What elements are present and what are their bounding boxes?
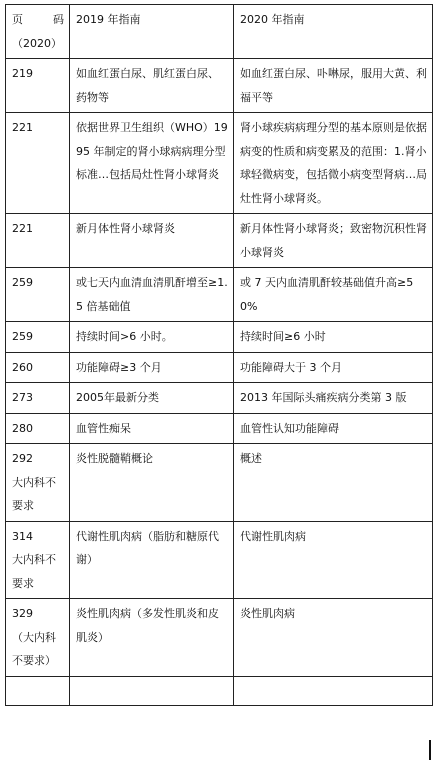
table-row — [6, 59, 433, 113]
guide-2020-cell: 概述 — [234, 444, 433, 522]
page-cell — [6, 413, 70, 444]
guide-2020-cell: 新月体性肾小球肾炎；致密物沉积性肾小球肾炎 — [234, 214, 433, 268]
guide-2020-cell: 肾小球疾病病理分型的基本原则是依据病变的性质和病变累及的范围：1.肾小球轻微病变，包括微小病变型肾病…局灶性肾小球肾炎。 — [234, 113, 433, 214]
page-cell — [6, 352, 70, 383]
guide-2019-cell: 代谢性肌肉病（脂肪和糖原代谢） — [70, 521, 234, 599]
page-number: 259 — [12, 330, 33, 343]
guide-2019-cell: 持续时间>6 小时。 — [70, 322, 234, 353]
guide-2020-cell: 持续时间≥6 小时 — [234, 322, 433, 353]
header-2019-cell: 2019 年指南 — [70, 5, 234, 59]
header-2020-cell: 2020 年指南 — [234, 5, 433, 59]
guide-2019-cell: 2005年最新分类 — [70, 383, 234, 414]
header-page-char-a: 页 — [12, 13, 23, 26]
page-cell — [6, 521, 70, 599]
page-cell — [6, 113, 70, 214]
header-row — [6, 5, 433, 59]
header-page-char-b: 码 — [53, 13, 64, 26]
guide-2019-cell: 依据世界卫生组织（WHO）1995 年制定的肾小球病病理分型标准…包括局灶性肾小球肾炎 — [70, 113, 234, 214]
page-note: （大内科不要求） — [12, 630, 56, 667]
guide-2020-cell: 功能障碍大于 3 个月 — [234, 352, 433, 383]
guide-2020-cell: 2013 年国际头痛疾病分类第 3 版 — [234, 383, 433, 414]
empty-cell — [6, 676, 70, 705]
empty-cell — [234, 676, 433, 705]
page-number: 260 — [12, 360, 33, 374]
guide-2020-cell: 代谢性肌肉病 — [234, 521, 433, 599]
page-note: 大内科不要求 — [12, 475, 56, 512]
edge-mark — [429, 740, 431, 760]
page-cell — [6, 214, 70, 268]
page-number: 259 — [12, 276, 33, 289]
page-number: 280 — [12, 421, 33, 435]
page-number: 219 — [12, 67, 33, 80]
table-row — [6, 268, 433, 322]
page-cell — [6, 599, 70, 677]
empty-row — [6, 676, 433, 705]
page-cell — [6, 322, 70, 353]
table-row — [6, 413, 433, 444]
page-number: 314 — [12, 529, 33, 543]
guideline-comparison-table — [5, 4, 433, 706]
header-page-year: （2020） — [12, 36, 62, 50]
table-row — [6, 599, 433, 677]
page-number: 221 — [12, 222, 33, 235]
guide-2019-cell: 新月体性肾小球肾炎 — [70, 214, 234, 268]
page-number: 273 — [12, 391, 33, 404]
table-row — [6, 214, 433, 268]
table-row — [6, 444, 433, 522]
table-row — [6, 113, 433, 214]
page-number: 292 — [12, 452, 33, 465]
guide-2019-cell: 功能障碍≥3 个月 — [70, 352, 234, 383]
page-number: 329 — [12, 607, 33, 620]
guide-2019-cell: 炎性肌肉病（多发性肌炎和皮肌炎） — [70, 599, 234, 677]
table-row — [6, 322, 433, 353]
guide-2019-cell: 炎性脱髓鞘概论 — [70, 444, 234, 522]
guide-2020-cell: 或 7 天内血清肌酐较基础值升高≥50% — [234, 268, 433, 322]
header-page-cell — [6, 5, 70, 59]
guide-2020-cell: 如血红蛋白尿、卟啉尿，服用大黄、利福平等 — [234, 59, 433, 113]
header-page-label — [12, 8, 64, 32]
page-number: 221 — [12, 121, 33, 134]
page-note: 大内科不要求 — [12, 553, 56, 590]
table-row — [6, 383, 433, 414]
page-cell — [6, 383, 70, 414]
guide-2020-cell: 血管性认知功能障碍 — [234, 413, 433, 444]
table-row — [6, 521, 433, 599]
page-cell — [6, 268, 70, 322]
guide-2019-cell: 血管性痴呆 — [70, 413, 234, 444]
guide-2020-cell: 炎性肌肉病 — [234, 599, 433, 677]
page-cell — [6, 59, 70, 113]
page-cell — [6, 444, 70, 522]
table-row — [6, 352, 433, 383]
guide-2019-cell: 或七天内血清血清肌酐增至≥1.5 倍基础值 — [70, 268, 234, 322]
guide-2019-cell: 如血红蛋白尿、肌红蛋白尿、药物等 — [70, 59, 234, 113]
empty-cell — [70, 676, 234, 705]
